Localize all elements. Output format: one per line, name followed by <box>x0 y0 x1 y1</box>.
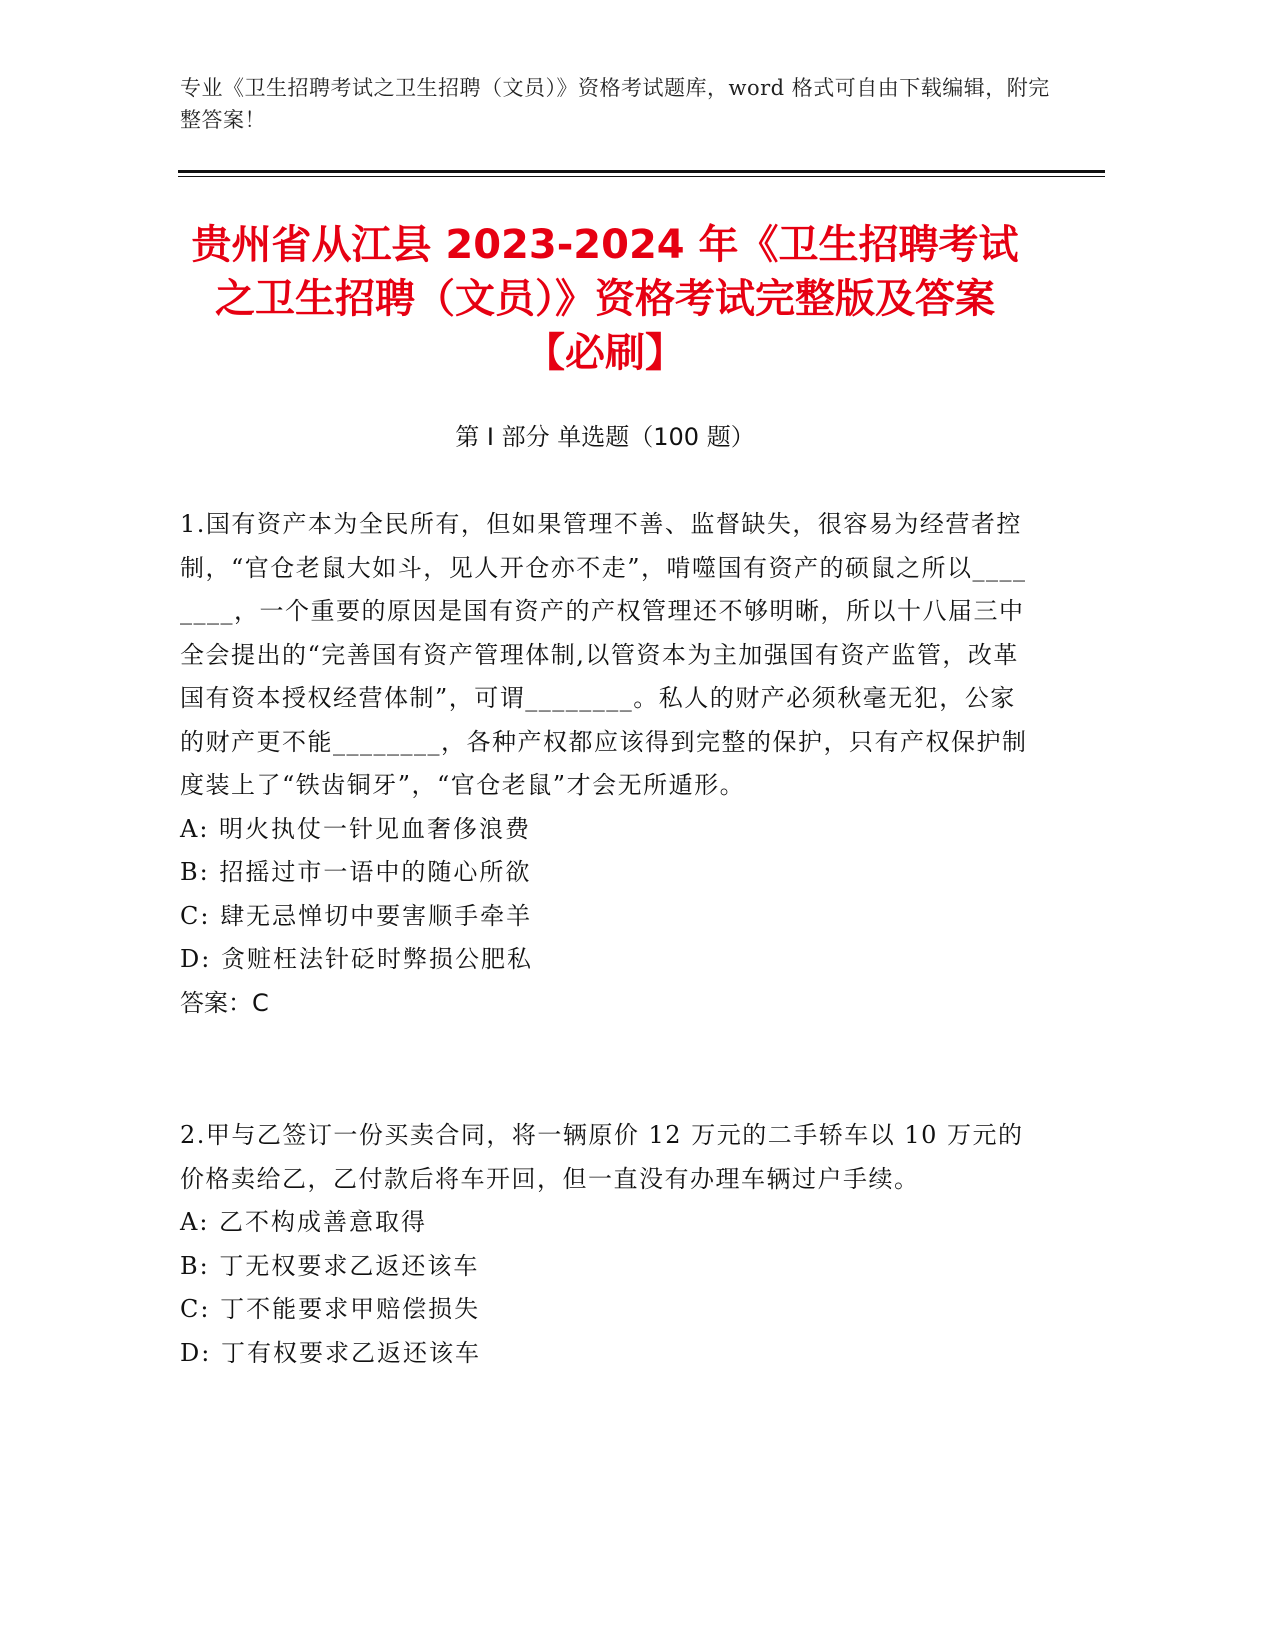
header-divider-thin <box>178 176 1105 177</box>
option-c: C: 肆无忌惮切中要害顺手牵羊 <box>180 901 533 930</box>
document-title: 贵州省从江县 2023-2024 年《卫生招聘考试之卫生招聘（文员）》资格考试完整版及答案【必刷】 <box>191 222 1019 376</box>
option-c: C: 丁不能要求甲赔偿损失 <box>180 1295 481 1323</box>
option-d: D: 贪赃枉法针砭时弊损公肥私 <box>180 945 533 973</box>
section-title: 第 I 部分 单选题（100 题） <box>455 423 755 451</box>
option-d: D: 丁有权要求乙返还该车 <box>180 1338 481 1367</box>
header-note: 专业《卫生招聘考试之卫生招聘（文员）》资格考试题库，word 格式可自由下载编辑，附完整答案！ <box>180 76 1050 132</box>
option-a: A: 乙不构成善意取得 <box>180 1208 428 1236</box>
option-a: A: 明火执仗一针见血奢侈浪费 <box>180 814 532 843</box>
option-b: B: 招摇过市一语中的随心所欲 <box>180 858 532 886</box>
question-stem: 2.甲与乙签订一份买卖合同，将一辆原价 12 万元的二手轿车以 10 万元的价格卖给乙，乙付款后将车开回，但一直没有办理车辆过户手续。 <box>180 1121 1024 1193</box>
question-2 <box>180 1114 1030 1375</box>
question-stem: 1.国有资产本为全民所有，但如果管理不善、监督缺失，很容易为经营者控制，“官仓老鼠大如斗，见人开仓亦不走”，啃噬国有资产的硕鼠之所以________，一个重要的原因是国有资产的产权管理还不够明晰，所以十八届三中全会提出的“完善国有资产管理体制,以管资本为主加强国有资产监管，改革国有资本授权经营体制”，可谓________。私人的财产必须秋毫无犯，公家的财产更不能________，各种产权都应该得到完整的保护，只有产权保护制度装上了“铁齿铜牙”，“官仓老鼠”才会无所遁形。 <box>180 510 1028 799</box>
header-divider-thick <box>178 170 1105 173</box>
option-b: B: 丁无权要求乙返还该车 <box>180 1251 480 1280</box>
question-1 <box>180 503 1030 1025</box>
answer: 答案：C <box>180 988 269 1017</box>
